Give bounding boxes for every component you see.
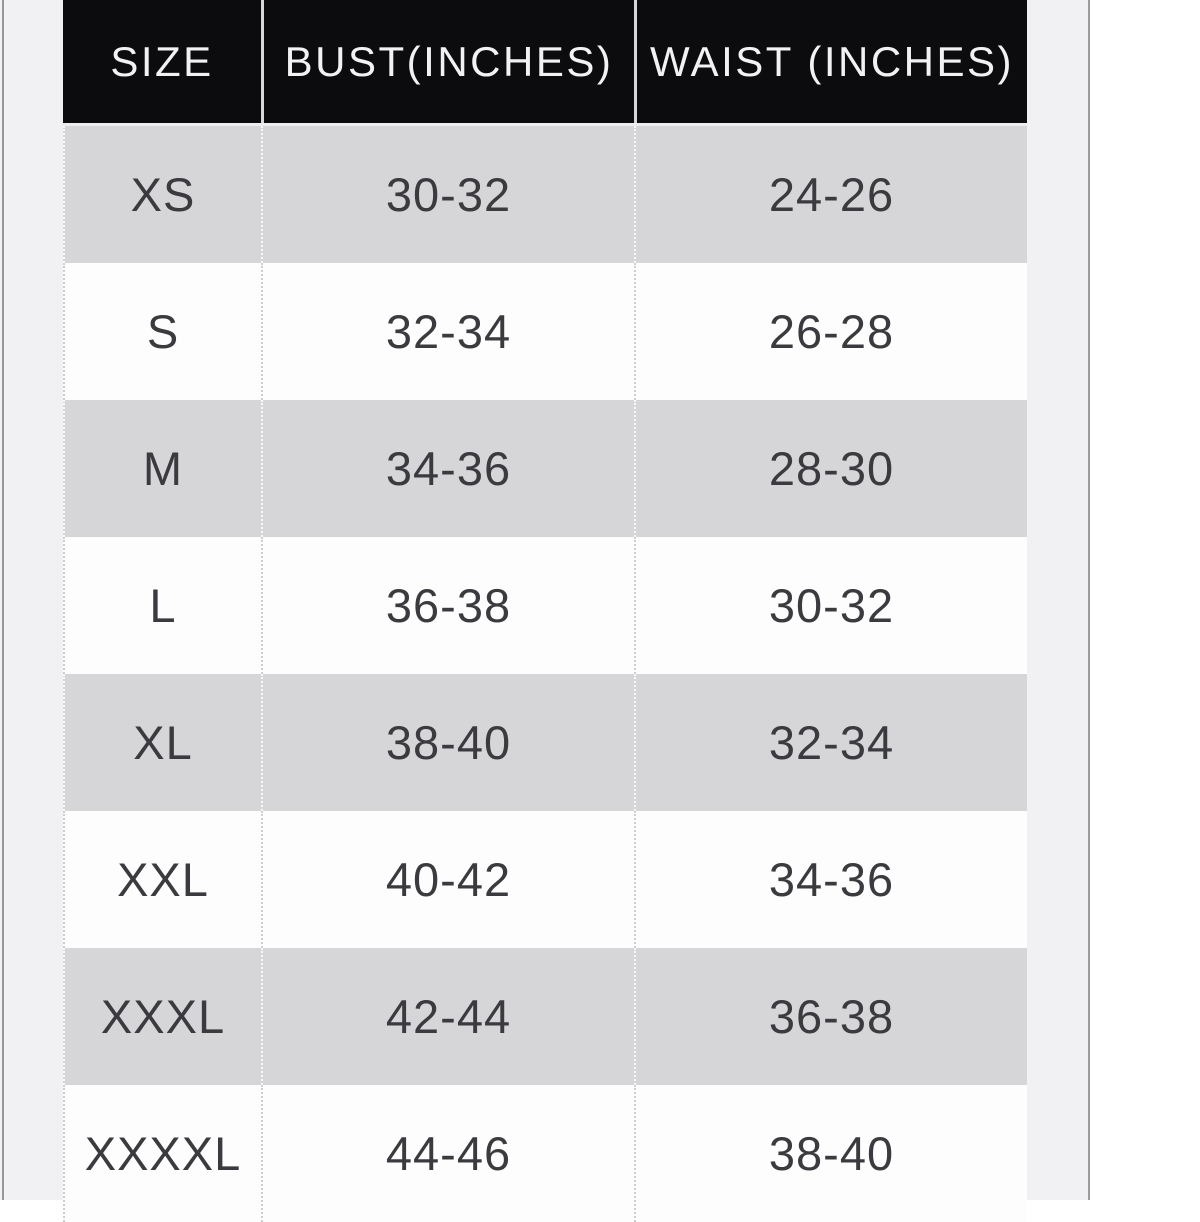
table-row-xxxxl	[63, 1085, 1027, 1222]
table-row-xs	[63, 126, 1027, 263]
bust-cell: 38-40	[261, 674, 634, 811]
waist-cell: 36-38	[634, 948, 1027, 1085]
size-cell: XXL	[63, 811, 261, 948]
right-edge-line	[1088, 0, 1090, 1200]
size-cell: XXXXL	[63, 1085, 261, 1222]
bust-cell: 34-36	[261, 400, 634, 537]
waist-cell: 32-34	[634, 674, 1027, 811]
table-row-l	[63, 537, 1027, 674]
left-edge-line	[2, 0, 4, 1200]
size-cell: M	[63, 400, 261, 537]
waist-cell: 28-30	[634, 400, 1027, 537]
table-row-m	[63, 400, 1027, 537]
table-row-s	[63, 263, 1027, 400]
table-row-xxxl	[63, 948, 1027, 1085]
table-row-xl	[63, 674, 1027, 811]
bust-cell: 42-44	[261, 948, 634, 1085]
table-row-xxl	[63, 811, 1027, 948]
size-cell: XXXL	[63, 948, 261, 1085]
bust-cell: 32-34	[261, 263, 634, 400]
size-chart-table	[63, 0, 1027, 1222]
waist-cell: 26-28	[634, 263, 1027, 400]
waist-cell: 38-40	[634, 1085, 1027, 1222]
waist-cell: 24-26	[634, 126, 1027, 263]
bust-cell: 36-38	[261, 537, 634, 674]
table-header-row	[63, 0, 1027, 126]
waist-cell: 30-32	[634, 537, 1027, 674]
bust-cell: 44-46	[261, 1085, 634, 1222]
bust-cell: 40-42	[261, 811, 634, 948]
waist-cell: 34-36	[634, 811, 1027, 948]
size-cell: L	[63, 537, 261, 674]
column-header-bust: BUST(INCHES)	[261, 0, 634, 123]
size-cell: XL	[63, 674, 261, 811]
size-cell: XS	[63, 126, 261, 263]
column-header-waist: WAIST (INCHES)	[634, 0, 1027, 123]
size-cell: S	[63, 263, 261, 400]
bust-cell: 30-32	[261, 126, 634, 263]
column-header-size: SIZE	[110, 37, 214, 85]
